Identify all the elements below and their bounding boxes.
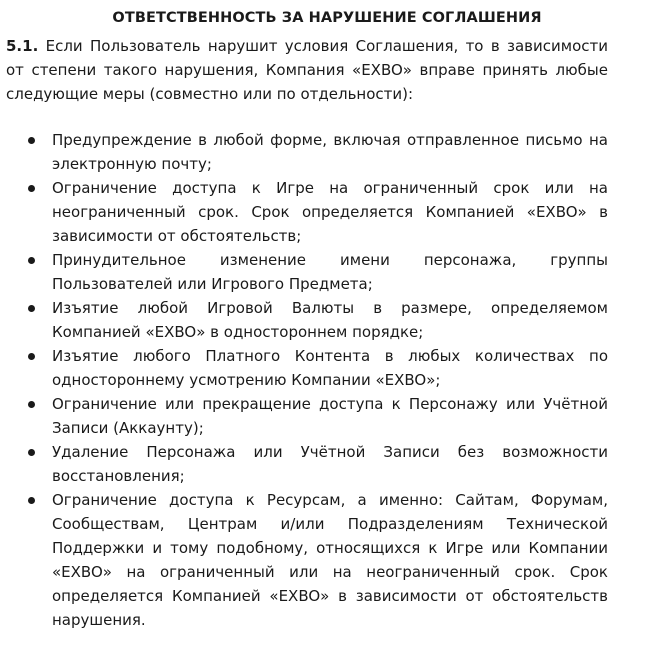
clause-number: 5.1. [6, 37, 39, 55]
bullet-icon [28, 401, 35, 408]
list-item-text: Ограничение доступа к Игре на ограниченный срок или на неограниченный срок. Срок определяется Компанией «EXBO» в зависимости от обстоятельств; [52, 179, 608, 245]
list-item-text: Предупреждение в любой форме, включая отправленное письмо на электронную почту; [52, 131, 608, 173]
bullet-icon [28, 185, 35, 192]
list-item-text: Ограничение доступа к Ресурсам, а именно: Сайтам, Форумам, Сообществам, Центрам и/или Подразделениям Технической Поддержки и тому подобному, относящихся к Игре или Компании «EXBO» на ограниченный или на неограниченный срок. Срок определяется Компанией «EXBO» в зависимости от обстоятельств нарушения. [52, 491, 608, 629]
list-item [52, 344, 608, 392]
bullet-icon [28, 353, 35, 360]
list-item [52, 488, 608, 632]
list-item [52, 296, 608, 344]
bullet-icon [28, 497, 35, 504]
list-item-text: Ограничение или прекращение доступа к Персонажу или Учётной Записи (Аккаунту); [52, 395, 608, 437]
list-item-text: Изъятие любой Игровой Валюты в размере, определяемом Компанией «EXBO» в одностороннем порядке; [52, 299, 608, 341]
list-item [52, 176, 608, 248]
bullet-icon [28, 305, 35, 312]
bullet-icon [28, 257, 35, 264]
bullet-icon [28, 449, 35, 456]
bullet-icon [28, 137, 35, 144]
clause-text: Если Пользователь нарушит условия Соглашения, то в зависимости от степени такого нарушения, Компания «EXBO» вправе принять любые следующие меры (совместно или по отдельности): [6, 37, 608, 103]
measures-list [6, 128, 608, 632]
list-item-text: Принудительное изменение имени персонажа, группы Пользователей или Игрового Предмета; [52, 251, 608, 293]
list-item [52, 248, 608, 296]
list-item [52, 392, 608, 440]
clause-paragraph [6, 34, 608, 106]
list-item-text: Изъятие любого Платного Контента в любых количествах по одностороннему усмотрению Компании «EXBO»; [52, 347, 608, 389]
list-item-text: Удаление Персонажа или Учётной Записи без возможности восстановления; [52, 443, 608, 485]
section-title: ОТВЕТСТВЕННОСТЬ ЗА НАРУШЕНИЕ СОГЛАШЕНИЯ [112, 10, 542, 26]
list-item [52, 440, 608, 488]
list-item [52, 128, 608, 176]
